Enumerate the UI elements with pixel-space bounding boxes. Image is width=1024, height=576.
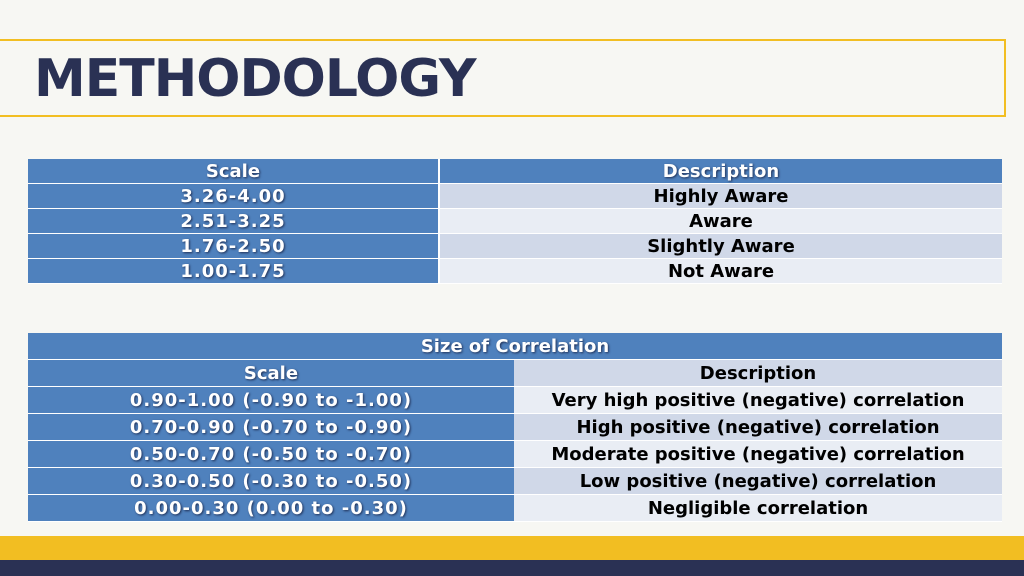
table-caption-row [28,333,1002,360]
table-header-row [28,360,1002,387]
scale-header: Scale [28,159,439,184]
description-header: Description [514,360,1002,387]
description-cell: Highly Aware [439,184,1002,209]
table-row [28,184,1002,209]
scale-cell: 2.51-3.25 [28,209,439,234]
scale-cell: 0.50-0.70 (-0.50 to -0.70) [28,441,514,468]
correlation-caption: Size of Correlation [28,333,1002,360]
table-row [28,495,1002,522]
table-row [28,441,1002,468]
correlation-size-table [28,333,1002,522]
awareness-scale-table [28,159,1002,284]
table-row [28,387,1002,414]
page-title: METHODOLOGY [34,49,476,109]
description-cell: Not Aware [439,259,1002,284]
scale-cell: 0.00-0.30 (0.00 to -0.30) [28,495,514,522]
scale-header: Scale [28,360,514,387]
table-row [28,209,1002,234]
table-row [28,259,1002,284]
description-cell: Very high positive (negative) correlation [514,387,1002,414]
scale-cell: 3.26-4.00 [28,184,439,209]
description-cell: Negligible correlation [514,495,1002,522]
footer-navy-stripe [0,560,1024,576]
table-row [28,234,1002,259]
description-cell: Aware [439,209,1002,234]
table-header-row [28,159,1002,184]
table-row [28,468,1002,495]
title-bar [0,39,1006,117]
description-header: Description [439,159,1002,184]
scale-cell: 1.76-2.50 [28,234,439,259]
footer-accent-stripe [0,536,1024,560]
scale-cell: 0.70-0.90 (-0.70 to -0.90) [28,414,514,441]
description-cell: High positive (negative) correlation [514,414,1002,441]
scale-cell: 1.00-1.75 [28,259,439,284]
scale-cell: 0.30-0.50 (-0.30 to -0.50) [28,468,514,495]
scale-cell: 0.90-1.00 (-0.90 to -1.00) [28,387,514,414]
table-row [28,414,1002,441]
description-cell: Slightly Aware [439,234,1002,259]
description-cell: Moderate positive (negative) correlation [514,441,1002,468]
description-cell: Low positive (negative) correlation [514,468,1002,495]
